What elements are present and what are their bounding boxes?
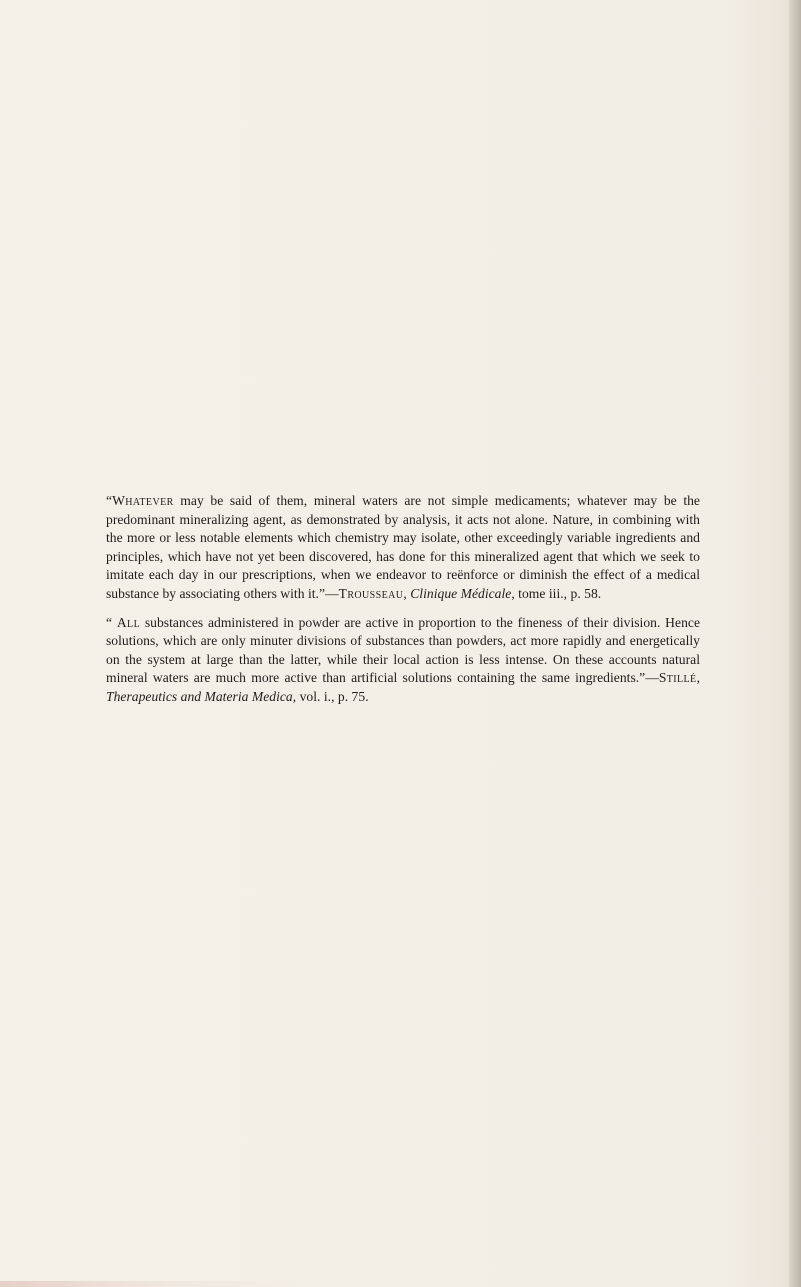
quote-citation: , vol. i., p. 75. (292, 688, 369, 704)
quote-lead-word: All (116, 614, 141, 630)
quote-lead-word: Whatever (112, 493, 174, 508)
quote-author: Stillé (658, 670, 697, 686)
quote-separator: , (403, 585, 411, 601)
quote-work-title: Clinique Médicale (410, 585, 512, 601)
quote-author: Trousseau (338, 585, 404, 601)
open-quote-mark: “ (106, 614, 117, 630)
quote-body: substances administered in powder are active in proportion to the fineness of their division. Hence solutions, which are only minuter divisions of substances than powders, act more rapidly and energetically on the system at large than the latter, while their local action is less intense. On these accounts natural mineral waters are much more active than artificial solutions containing the same ingredients.”— (106, 614, 700, 686)
quote-trousseau (106, 492, 700, 604)
page-bottom-stain (0, 1281, 801, 1287)
page-edge-shadow (789, 0, 801, 1287)
quote-citation: , tome iii., p. 58. (511, 585, 602, 601)
quote-work-title: Therapeutics and Materia Medica (106, 688, 293, 704)
quotation-block (106, 492, 700, 717)
open-quote-mark: “ (106, 493, 113, 508)
quote-separator: , (696, 670, 700, 686)
quote-stille (106, 614, 700, 707)
quote-body: may be said of them, mineral waters are not simple medicaments; whatever may be the predominant mineralizing agent, as demonstrated by analysis, it acts not alone. Nature, in combining with the more or less notable elements which chemistry may isolate, other exceedingly variable ingredients and principles, which have not yet been discovered, has done for this mineralized agent that which we seek to imitate each day in our prescriptions, when we endeavor to reënforce or diminish the effect of a medical substance by associating others with it.”— (106, 493, 700, 601)
